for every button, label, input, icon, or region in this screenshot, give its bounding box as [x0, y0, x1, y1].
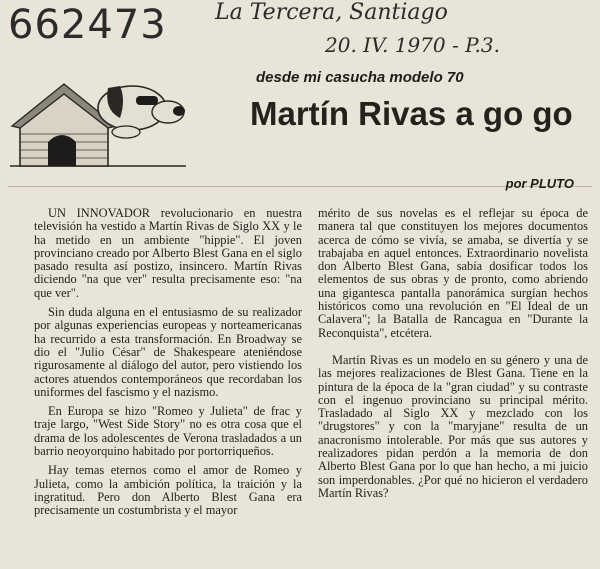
- handwritten-clip-number: 662473: [8, 2, 167, 48]
- handwritten-date-page: 20. IV. 1970 - P.3.: [325, 33, 500, 57]
- left-paragraph-4: Hay temas eternos como el amor de Romeo y Julieta, como la ambición política, la traición y la ingratitud. Pero don Alberto Blest Gana era precisamente un costumbrista y el mayor: [34, 463, 302, 518]
- right-paragraph-1: mérito de sus novelas es el reflejar su época de manera tal que constituyen los mejores documentos acerca de cómo se vivía, se amaba, se divertía y se trabajaba en aquel entonces. Extraordinario novelista don Alberto Blest Gana, sabía dosificar todos los elementos de sus obras y de pronto, como abriendo una gigantesca pantalla panorámica surgían hechos históricos como una revolución en "El Ideal de un Calavera"; la Batalla de Rancagua en "Durante la Reconquista", etcétera.: [318, 206, 588, 340]
- divider-rule: [8, 186, 592, 187]
- handwritten-source: La Tercera, Santiago: [215, 0, 448, 25]
- left-paragraph-2: Sin duda alguna en el entusiasmo de su realizador por algunas experiencias europeas y norteamericanas ha recurrido a esta transformación. En Broadway se dio el "Julio César" de Shakespeare ateniéndose rigurosamente al diálogo del autor, pero vistiendo los actores atuendos contemporáneos que recordaban los uniformes del fascismo y el nazismo.: [34, 305, 302, 399]
- left-column: [34, 207, 302, 524]
- left-paragraph-3: En Europa se hizo "Romeo y Julieta" de frac y traje largo, "West Side Story" no es otra cosa que el drama de los adolescentes de Verona trasladados a un barrio neoyorquino habitado por portorriqueños.: [34, 404, 302, 459]
- article-byline: por PLUTO: [505, 176, 574, 191]
- article-headline: Martín Rivas a go go: [250, 95, 573, 132]
- left-paragraph-1: UN INNOVADOR revolucionario en nuestra televisión ha vestido a Martín Rivas de Siglo XX y le ha metido en un ambiente "hippie". El joven provinciano creado por Alberto Blest Gana en el siglo pasado resulta así postizo, insincero. Martín Rivas diciendo "na que ver" resulta precisamente eso: "na que ver".: [34, 206, 302, 300]
- column-kicker: desde mi casucha modelo 70: [256, 69, 464, 86]
- right-paragraph-2: Martín Rivas es un modelo en su género y una de las mejores realizaciones de Blest Gana. Tiene en la pintura de la época de la "gran ciudad" y su contraste con el ingenuo provinciano su principal mérito. Trasladado al Siglo XX y mezclado con los "drugstores" y con la "maryjane" resulta de un anacronismo intolerable. Por más que sus autores y realizadores pidan perdón a la memoria de don Alberto Blest Gana por lo que han hecho, a mi juicio son imperdonables. ¿Por qué no hicieron el verdadero Martín Rivas?: [318, 352, 588, 500]
- right-column: [318, 207, 588, 506]
- doghouse-dog-illustration: [8, 62, 198, 180]
